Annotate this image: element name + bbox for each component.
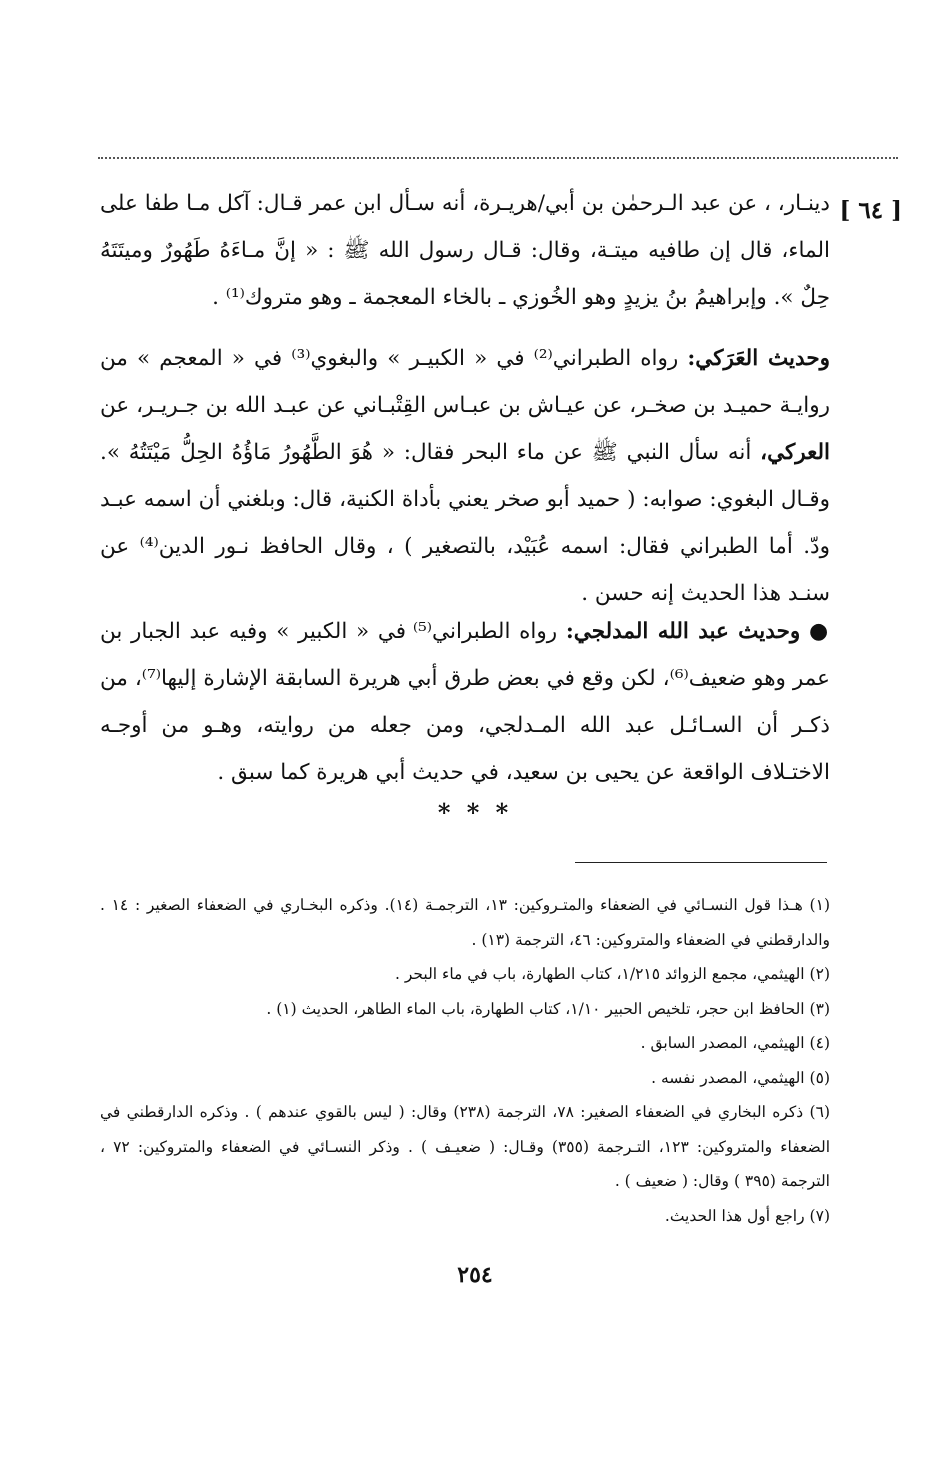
footnote-text: الحافظ ابن حجر، تلخيص الحبير ١/١٠، كتاب الطهارة، باب الماء الطاهر، الحديث (١) . (266, 999, 805, 1018)
paragraph-1 (100, 180, 830, 321)
paragraph-2-label: وحديث العَرَكي: (687, 346, 830, 371)
paragraph-2-label-2: العركي، (760, 440, 830, 465)
paragraph-3-content (100, 608, 830, 796)
section-separator: * * * (437, 798, 513, 827)
footnotes (100, 888, 830, 1233)
footnote-rule (575, 862, 827, 863)
footnote-number: (٣) (809, 999, 830, 1018)
footnote-number: (٤) (809, 1034, 830, 1052)
footnote-text: الهيثمي، المصدر نفسه . (651, 1068, 805, 1087)
paragraph-1-text: دينـار، ، عن عبد الـرحمٰن بن أبي/هريـرة، أنه سـأل ابن عمر قـال: آكل مـا طفا على الماء، قال إن طافيه ميتـة، وقال: قـال رسول الله ﷺ : « إنَّ مـاءَهُ طَهُورٌ وميتَتَهُ حِلٌ ». وإبراهيمُ بنُ يزيدٍ وهو الخُوزي ـ بالخاء المعجمة ـ وهو متروك⁽¹⁾ . (100, 191, 830, 310)
paragraph-3 (100, 608, 830, 796)
footnote-text: راجع أول هذا الحديث. (664, 1206, 805, 1225)
footnote-text: الهيثمي، المصدر السابق . (640, 1034, 805, 1052)
paragraph-3-label: وحديث عبد الله المدلجي: (565, 619, 801, 644)
paragraph-3-text: رواه الطبراني⁽⁵⁾ في « الكبير » وفيه عبد الجبار بن عمر وهو ضعيف⁽⁶⁾، لكن وقع في بعض طرق أبي هريرة السابقة الإشارة إليها⁽⁷⁾، من ذكـر أن السـائـل عبد الله المـدلجي، ومن جعله من روايته، وهـو من أوجـه الاختـلاف الواقعة عن يحيى بن سعيد، في حديث أبي هريرة كما سبق . (100, 619, 830, 785)
folio-marker: [ ٦٤ ] (839, 197, 902, 224)
footnote-number: (١) (809, 896, 830, 914)
footnote (100, 888, 830, 957)
paragraph-2 (100, 335, 830, 617)
footnote (100, 1061, 830, 1096)
header-dotted-rule (98, 157, 898, 159)
bullet-icon: ● (808, 619, 831, 644)
paragraph-2-text: رواه الطبراني⁽²⁾ في « الكبيـر » والبغوي⁽³⁾ في « المعجم » من روايـة حميـد بن صخـر، عن عيـاش بن عبـاس القِتْبـاني عن عبـد الله بن جـريـر، عن (100, 346, 830, 418)
footnote-text: ذكره البخاري في الضعفاء الصغير: ٧٨، الترجمة (٢٣٨) وقال: ( ليس بالقوي عندهم ) . وذكره الدارقطني في الضعفاء والمتروكين: ١٢٣، التـرجمة (٣٥٥) وقـال: ( ضعيـف ) . وذكر النسـائي في الضعفاء والمتروكين: ٧٢ ، الترجمة (٣٩٥ ) وقال: ( ضعيف ) . (100, 1103, 831, 1190)
footnote (100, 957, 830, 992)
page-number: ٢٥٤ (457, 1262, 493, 1288)
footnote-number: (٦) (809, 1103, 830, 1121)
footnote-text: هـذا قول النسـائي في الضعفاء والمتـروكين: ١٣، الترجمـة (١٤). وذكره البخـاري في الضعفاء الصغير : ١٤ . والدارقطني في الضعفاء والمتروكين: ٤٦، الترجمة (١٣) . (100, 896, 830, 949)
footnote (100, 1199, 830, 1234)
footnote-number: (٢) (809, 965, 830, 983)
paragraph-2-content (100, 335, 830, 617)
footnote (100, 1026, 830, 1061)
footnote (100, 1095, 830, 1199)
paragraph-2-text-2: أنه سأل النبي ﷺ عن ماء البحر فقال: « هُوَ الطَّهُورُ مَاؤُهُ الحِلُّ مَيْتَتُهُ ». وقـال البغوي: صوابه: ( حميد أبو صخر يعني بأداة الكنية، قال: وبلغني أن اسمه عبـد ودّ. أما الطبراني فقال: اسمه عُبَيْد، بالتصغير ) ، وقال الحافظ نـور الدين⁽⁴⁾ عن سنـد هذا الحديث إنه حسن . (100, 440, 830, 606)
footnote (100, 992, 830, 1027)
footnote-number: (٧) (809, 1206, 830, 1225)
footnote-number: (٥) (809, 1068, 830, 1087)
footnote-text: الهيثمي، مجمع الزوائد ١/٢١٥، كتاب الطهارة، باب في ماء البحر . (394, 965, 805, 983)
